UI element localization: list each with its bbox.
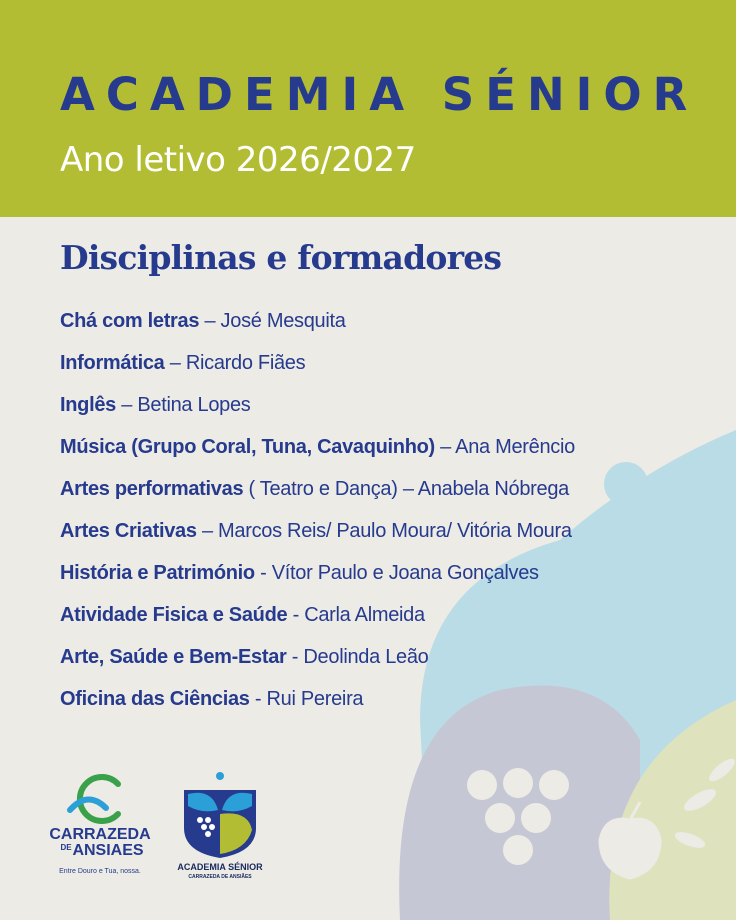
course-name: Atividade Fisica e Saúde <box>60 604 288 626</box>
course-name: Artes performativas <box>60 478 244 500</box>
course-name: Inglês <box>60 394 116 416</box>
course-item <box>60 306 575 348</box>
course-name: Música (Grupo Coral, Tuna, Cavaquinho) <box>60 436 435 458</box>
course-item <box>60 474 575 516</box>
course-teachers: ( Teatro e Dança) – Anabela Nóbrega <box>243 478 569 500</box>
course-name: Informática <box>60 352 165 374</box>
academia-shield-icon <box>172 770 268 858</box>
academia-name: ACADEMIA SÉNIOR <box>177 862 263 872</box>
course-item <box>60 432 575 474</box>
course-name: Oficina das Ciências <box>60 688 250 710</box>
carrazeda-ansiaes: ANSIAES <box>72 842 144 859</box>
course-teachers: – José Mesquita <box>199 310 346 332</box>
light-blue-circle <box>604 462 648 506</box>
course-name: Artes Criativas <box>60 520 197 542</box>
course-teachers: – Ricardo Fiães <box>164 352 306 374</box>
carrazeda-logo <box>40 770 160 880</box>
academia-senior-logo <box>172 770 268 880</box>
course-item <box>60 684 575 726</box>
course-name: Arte, Saúde e Bem-Estar <box>60 646 287 668</box>
course-item <box>60 348 575 390</box>
carrazeda-c-icon <box>40 770 160 830</box>
page-title: ACADEMIA SÉNIOR <box>60 68 699 121</box>
course-list <box>60 306 575 726</box>
course-teachers: – Ana Merêncio <box>434 436 575 458</box>
section-title: Disciplinas e formadores <box>60 238 502 277</box>
course-name: História e Património <box>60 562 255 584</box>
carrazeda-name: CARRAZEDA <box>49 826 151 843</box>
course-item <box>60 600 575 642</box>
course-name: Chá com letras <box>60 310 200 332</box>
course-teachers: – Betina Lopes <box>116 394 251 416</box>
course-teachers: - Deolinda Leão <box>286 646 429 668</box>
course-teachers: - Carla Almeida <box>287 604 425 626</box>
course-item <box>60 558 575 600</box>
academia-location: CARRAZEDA DE ANSIÃES <box>188 874 252 880</box>
course-item <box>60 642 575 684</box>
carrazeda-de: DE <box>60 843 72 852</box>
course-teachers: – Marcos Reis/ Paulo Moura/ Vitória Moura <box>196 520 572 542</box>
course-item <box>60 390 575 432</box>
carrazeda-tagline: Entre Douro e Tua, nossa. <box>59 868 141 875</box>
page-subtitle: Ano letivo 2026/2027 <box>60 140 416 180</box>
course-teachers: - Rui Pereira <box>249 688 364 710</box>
course-teachers: - Vítor Paulo e Joana Gonçalves <box>254 562 539 584</box>
course-item <box>60 516 575 558</box>
